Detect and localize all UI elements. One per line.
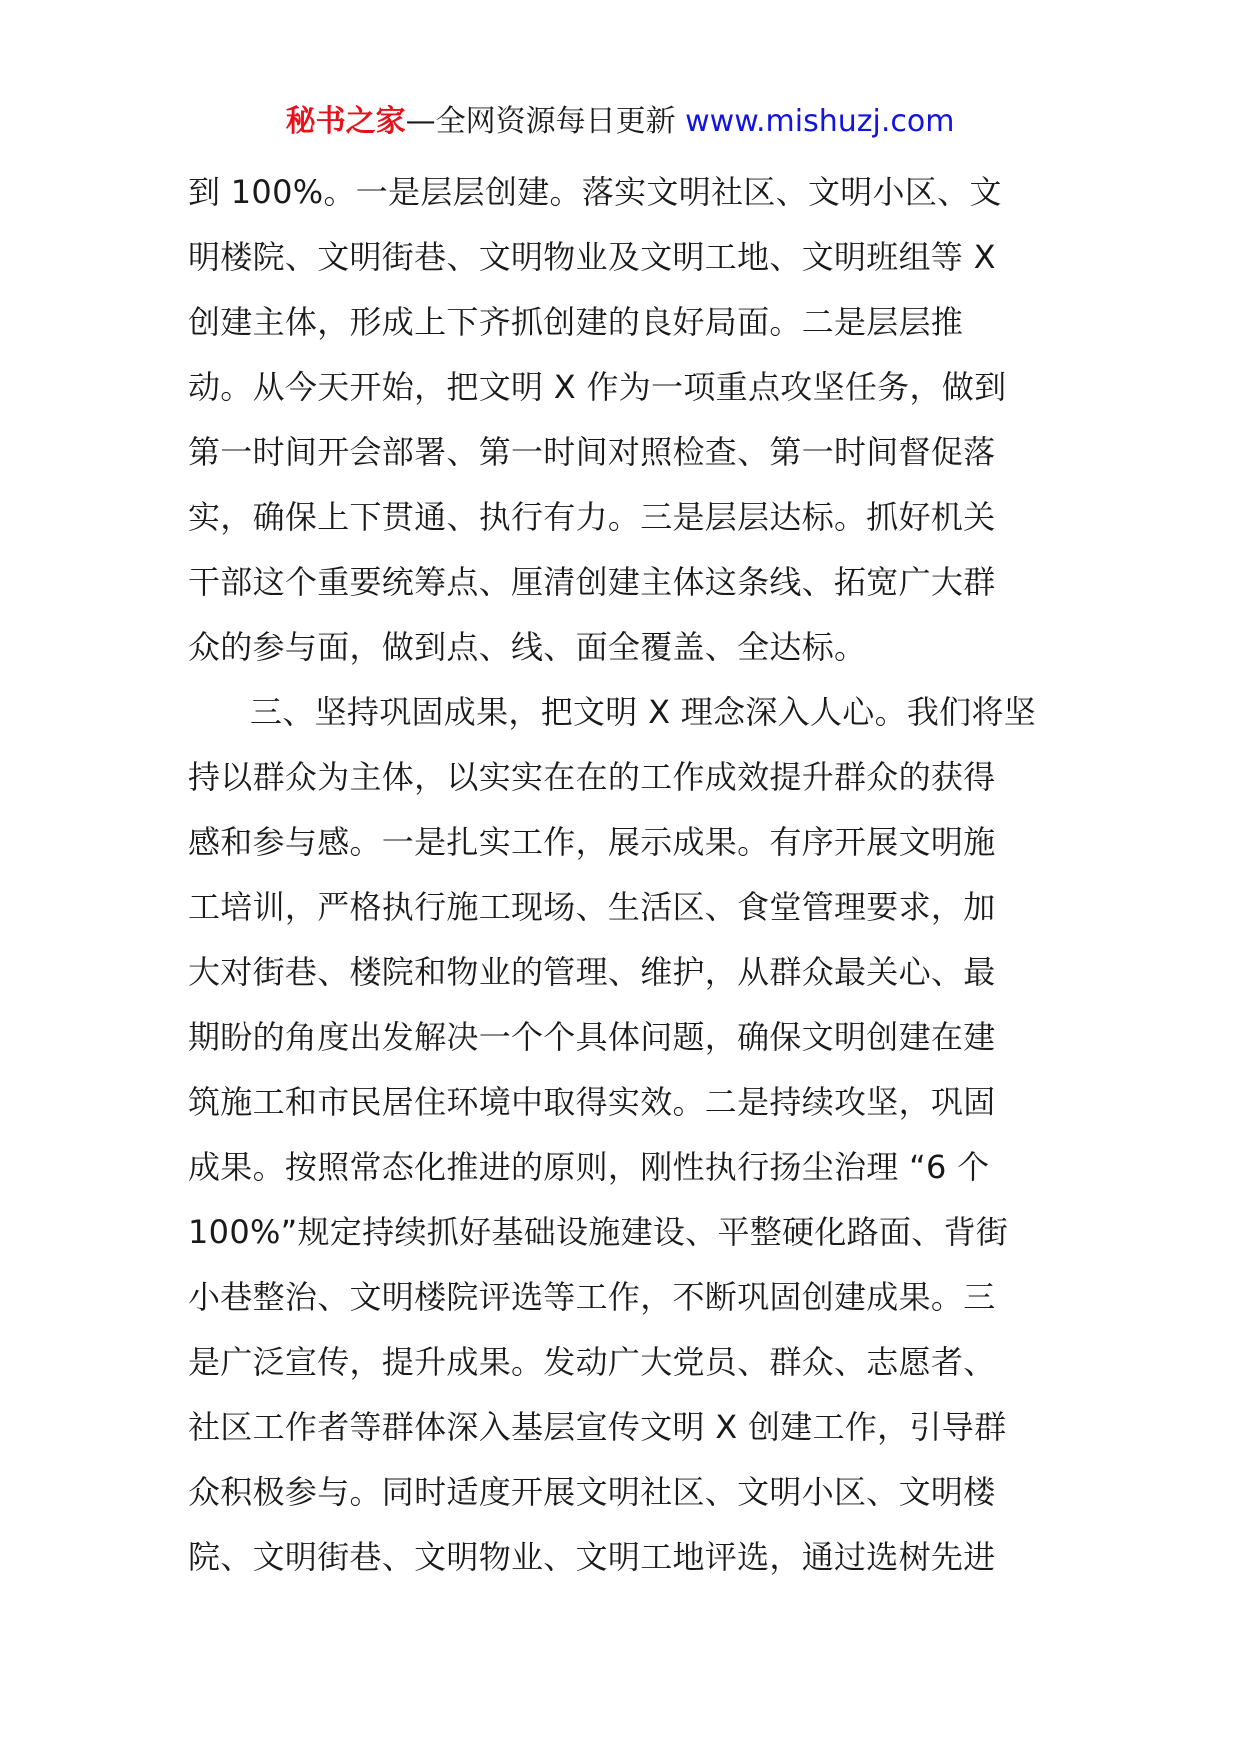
website-link[interactable]: www.mishuzj.com bbox=[685, 104, 955, 139]
text-line: 是广泛宣传，提升成果。发动广大党员、群众、志愿者、 bbox=[188, 1343, 996, 1381]
text-line: 小巷整治、文明楼院评选等工作，不断巩固创建成果。三 bbox=[188, 1278, 996, 1316]
text-line: 院、文明街巷、文明物业、文明工地评选，通过选树先进 bbox=[188, 1538, 996, 1576]
text-line: 创建主体，形成上下齐抓创建的良好局面。二是层层推 bbox=[188, 303, 964, 341]
text-line: 到 100%。一是层层创建。落实文明社区、文明小区、文 bbox=[188, 173, 1002, 211]
text-line: 社区工作者等群体深入基层宣传文明 X 创建工作，引导群 bbox=[188, 1408, 1007, 1446]
text-line: 动。从今天开始，把文明 X 作为一项重点攻坚任务，做到 bbox=[188, 368, 1007, 406]
text-line: 100%”规定持续抓好基础设施建设、平整硬化路面、背街 bbox=[188, 1213, 1009, 1251]
text-line: 众的参与面，做到点、线、面全覆盖、全达标。 bbox=[188, 628, 867, 666]
text-line: 干部这个重要统筹点、厘清创建主体这条线、拓宽广大群 bbox=[188, 563, 996, 601]
section-heading-line: 三、坚持巩固成果，把文明 X 理念深入人心。我们将坚 bbox=[250, 693, 1037, 731]
document-body bbox=[188, 160, 1056, 1590]
brand-name: 秘书之家 bbox=[285, 104, 406, 139]
text-line: 成果。按照常态化推进的原则，刚性执行扬尘治理 “6 个 bbox=[188, 1148, 990, 1186]
text-line: 实，确保上下贯通、执行有力。三是层层达标。抓好机关 bbox=[188, 498, 996, 536]
text-line: 工培训，严格执行施工现场、生活区、食堂管理要求，加 bbox=[188, 888, 996, 926]
text-line: 众积极参与。同时适度开展文明社区、文明小区、文明楼 bbox=[188, 1473, 996, 1511]
text-line: 期盼的角度出发解决一个个具体问题，确保文明创建在建 bbox=[188, 1018, 996, 1056]
text-line: 感和参与感。一是扎实工作，展示成果。有序开展文明施 bbox=[188, 823, 996, 861]
text-line: 第一时间开会部署、第一时间对照检查、第一时间督促落 bbox=[188, 433, 996, 471]
page-header bbox=[0, 102, 1240, 142]
header-tagline: —全网资源每日更新 bbox=[405, 104, 686, 139]
text-line: 持以群众为主体，以实实在在的工作成效提升群众的获得 bbox=[188, 758, 996, 796]
text-line: 明楼院、文明街巷、文明物业及文明工地、文明班组等 X bbox=[188, 238, 996, 276]
text-line: 大对街巷、楼院和物业的管理、维护，从群众最关心、最 bbox=[188, 953, 996, 991]
text-line: 筑施工和市民居住环境中取得实效。二是持续攻坚，巩固 bbox=[188, 1083, 996, 1121]
